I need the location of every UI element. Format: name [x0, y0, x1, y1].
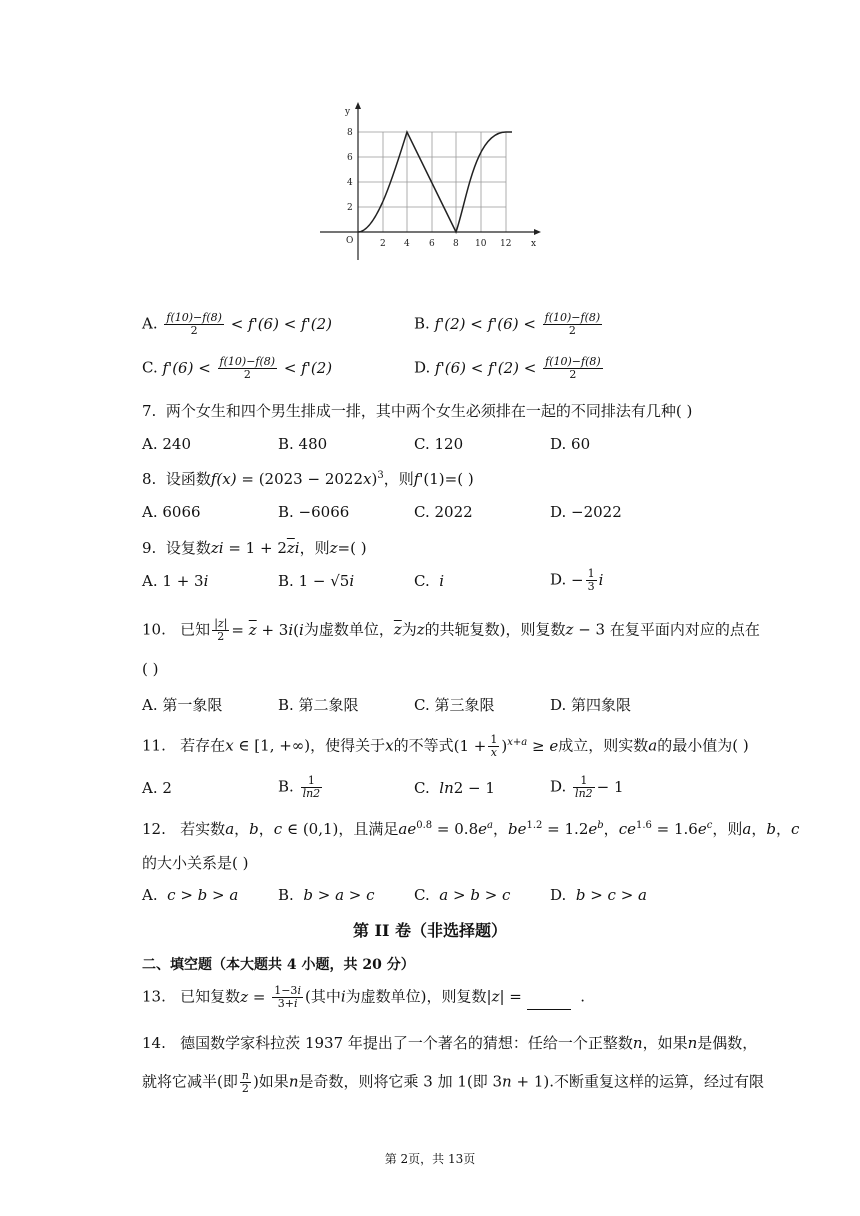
q12-option-b: B. b > a > c: [278, 886, 375, 904]
q11-option-c: C. ln2 − 1: [414, 779, 495, 797]
q7-option-d: D. 60: [550, 435, 591, 453]
x-tick: 2: [380, 239, 386, 249]
q6-option-b: B. f'(2) < f'(6) < $\frac{f(10)-f(8)}{2}$: [414, 311, 601, 337]
q12-stem-line2: 的大小关系是( ): [142, 854, 249, 872]
y-axis-label: y: [345, 107, 351, 117]
part2-title: 第 II 卷（非选择题）: [352, 921, 508, 940]
q8-option-c: C. 2022: [414, 503, 473, 521]
q7-option-a: A. 240: [142, 435, 191, 453]
q11-option-d: D. $\frac{1}{\ln 2}$ − 1: [550, 774, 624, 800]
section-header: 二、填空题（本大题共 4 小题，共 20 分）: [142, 957, 415, 973]
y-tick: 2: [347, 203, 353, 213]
q10-stem: 10. 已知 $\frac{|z|}{2}$ = $\overline{z} + 3i(i$为虚数单位，$\overline{z}$为z的共轭复数)，则复数z − 3 在复平面内对应的点在: [142, 617, 760, 643]
q8-option-d: D. −2022: [550, 503, 622, 521]
q7-option-c: C. 120: [414, 435, 464, 453]
q10-stem-end: ( ): [142, 660, 159, 678]
q9-option-a: A. 1 + 3i: [142, 572, 209, 590]
q6-option-a: A. $\frac{f(10)-f(8)}{2}$ < f'(6) < f'(2): [142, 311, 332, 337]
x-tick: 10: [475, 239, 487, 249]
q12-option-c: C. a > b > c: [414, 886, 511, 904]
page-footer: 第 2页，共 13页: [384, 1152, 476, 1166]
q10-option-c: C. 第三象限: [414, 696, 495, 714]
q11-option-b: B. $\frac{1}{\ln 2}$: [278, 774, 321, 800]
q10-option-a: A. 第一象限: [142, 696, 223, 714]
q12-option-a: A. c > b > a: [142, 886, 239, 904]
q9-option-b: B. 1 − √5i: [278, 572, 355, 590]
q13-stem: 13. 已知复数z = $\frac{1-3i}{3+i}$ (其中i为虚数单位)，则复数|z| = .: [142, 984, 585, 1010]
q9-option-d: D. − $\frac{1}{3}$ i: [550, 567, 604, 593]
y-tick: 8: [347, 128, 353, 138]
x-axis-label: x: [531, 239, 537, 249]
q9-stem: 9. 设复数zi = $1 + 2\overline{z}i$，则z=( ): [142, 539, 367, 557]
q6-option-c: C. f'(6) < $\frac{f(10)-f(8)}{2}$ < f'(2): [142, 355, 333, 381]
q7-stem: 7. 两个女生和四个男生排成一排，其中两个女生必须排在一起的不同排法有几种( ): [142, 402, 693, 420]
q6-option-d: D. f'(6) < f'(2) < $\frac{f(10)-f(8)}{2}$: [414, 355, 601, 381]
q8-option-b: B. −6066: [278, 503, 350, 521]
y-tick: 4: [347, 178, 353, 188]
function-graph: [315, 100, 545, 265]
q11-option-a: A. 2: [142, 779, 172, 797]
q7-option-b: B. 480: [278, 435, 328, 453]
q9-option-c: C. i: [414, 572, 445, 590]
origin-label: O: [346, 236, 354, 246]
q13-answer-blank[interactable]: [527, 995, 571, 1010]
q11-stem: 11. 若存在x ∈ [1, +∞)，使得关于x的不等式(1 + $\frac{1}{x}$ )$^{x+a}$ ≥ e成立，则实数a的最小值为( ): [142, 733, 749, 759]
q12-option-d: D. b > c > a: [550, 886, 647, 904]
q10-option-b: B. 第二象限: [278, 696, 359, 714]
x-tick: 4: [404, 239, 410, 249]
q8-option-a: A. 6066: [142, 503, 201, 521]
x-tick: 12: [500, 239, 512, 249]
y-tick: 6: [347, 153, 353, 163]
x-tick: 6: [429, 239, 435, 249]
q14-line1: 14. 德国数学家科拉茨 1937 年提出了一个著名的猜想：任给一个正整数n，如果n是偶数，: [142, 1034, 758, 1052]
x-tick: 8: [453, 239, 459, 249]
q12-stem: 12. 若实数a，b，c ∈ (0,1)，且满足$ae^{0.8} = 0.8e^a$，$be^{1.2} = 1.2e^b$，$ce^{1.6} = 1.6e^c$，则a，b，c: [142, 820, 800, 838]
q10-option-d: D. 第四象限: [550, 696, 632, 714]
q14-line2: 就将它减半(即 $\frac{n}{2}$ )如果n是奇数，则将它乘 3 加 1(即 3n + 1).不断重复这样的运算，经过有限: [142, 1069, 764, 1095]
q8-stem: 8. 设函数$f(x) = (2023 - 2022x)^3$，则f'(1)=( ): [142, 470, 474, 488]
